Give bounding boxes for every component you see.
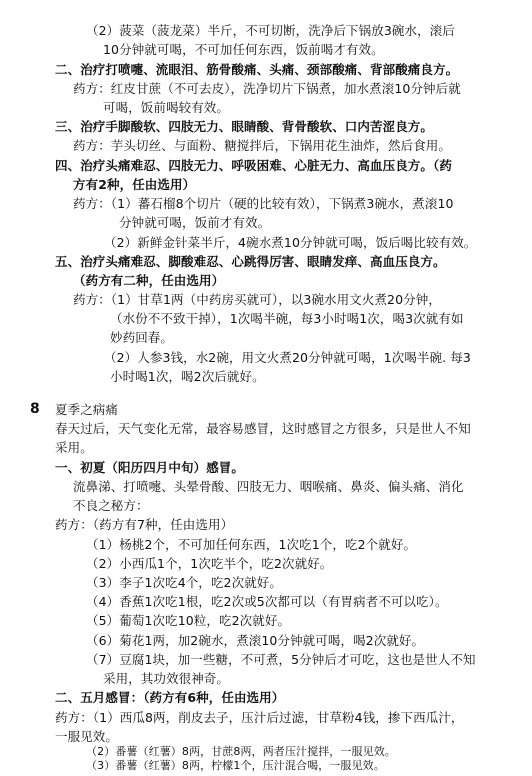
text-line: （2）菠菜（菠龙菜）半斤，不可切断，洗净后下锅放3碗水，滚后 [86, 23, 455, 38]
text-line: 药方：红皮甘蔗（不可去皮），洗净切片下锅煮，加水煮滚10分钟后就 [73, 81, 461, 96]
heading-remedy-2: 二、治疗打喷嚏、流眼泪、筋骨酸痛、头痛、颈部酸痛、背部酸痛良方。 [55, 62, 459, 77]
text-line: 可喝，饭前喝较有效。 [103, 100, 230, 115]
list-item: （3）李子1次吃4个，吃2次就好。 [86, 575, 283, 590]
text-line: 妙药回春。 [110, 330, 174, 345]
text-line: 春天过后，天气变化无常，最容易感冒，这时感冒之方很多，只是世人不知 [55, 421, 471, 436]
text-line: 药方：（1）甘草1两（中药房买就可），以3碗水用文火煮20分钟， [73, 292, 441, 307]
list-item-cont: 采用，其功效很神奇。 [103, 671, 230, 686]
section-title: 夏季之病痛 [55, 402, 119, 417]
text-line: 分钟就可喝，饭前才有效。 [119, 215, 271, 230]
list-item: （2）番薯（红薯）8两，甘蔗8两，两者压汁搅拌，一服见效。 [86, 745, 396, 758]
heading-remedy-4: 四、治疗头痛难忍、四肢无力、呼吸困难、心脏无力、高血压良方。（药 [55, 158, 452, 173]
heading-remedy-3: 三、治疗手脚酸软、四肢无力、眼睛酸、背骨酸软、口内苦涩良方。 [55, 119, 434, 134]
list-item: （1）杨桃2个，不可加任何东西，1次吃1个，吃2个就好。 [86, 537, 417, 552]
section-number: 8 [30, 401, 40, 417]
list-item: （7）豆腐1块，加一些糖，不可煮，5分钟后才可吃，这也是世人不知 [86, 652, 476, 667]
heading-remedy-4-cont: 方有2种，任由选用） [73, 177, 196, 192]
text-line: 不良之秘方： [73, 498, 149, 513]
list-item: （3）番薯（红薯）8两，柠檬1个，压汁混合喝，一服见效。 [86, 759, 385, 772]
list-item: （4）香蕉1次吃1根，吃2次或5次都可以（有胃病者不可以吃）。 [86, 594, 448, 609]
list-item: （2）小西瓜1个，1次吃半个，吃2次就好。 [86, 556, 333, 571]
text-line: 药方：芋头切丝、与面粉、糖搅拌后，下锅用花生油炸，然后食用。 [73, 138, 452, 153]
heading-cold-early-summer: 一、初夏（阳历四月中旬）感冒。 [55, 460, 245, 475]
text-line: 一服见效。 [55, 729, 119, 744]
list-item: （5）葡萄1次吃10粒，吃2次就好。 [86, 613, 291, 628]
text-line: 药方：（药方有7种，任由选用） [55, 517, 234, 532]
text-line: 药方：（1）蕃石榴8个切片（硬的比较有效），下锅煮3碗水，煮滚10 [73, 196, 454, 211]
text-line: 10分钟就可喝，不可加任何东西，饭前喝才有效。 [103, 42, 384, 57]
text-line: 流鼻涕、打喷嚏、头晕骨酸、四肢无力、咽喉痛、鼻炎、偏头痛、消化 [73, 479, 464, 494]
text-line: （水份不不致干掉），1次喝半碗，每3小时喝1次，喝3次就有如 [110, 311, 464, 326]
heading-remedy-5-cont: （药方有二种，任由选用） [73, 273, 225, 288]
heading-remedy-5: 五、治疗头痛难忍、脚酸难忍、心跳得厉害、眼睛发痒、高血压良方。 [55, 254, 446, 269]
text-line: 小时喝1次，喝2次后就好。 [110, 369, 265, 384]
heading-cold-may: 二、五月感冒：（药方有6种，任由选用） [55, 690, 285, 705]
text-line: （2）人参3钱，水2碗，用文火煮20分钟就可喝，1次喝半碗. 每3 [104, 350, 471, 365]
text-line: 采用。 [55, 440, 93, 455]
text-line: 药方：（1）西瓜8两，削皮去子，压汁后过滤，甘草粉4钱，掺下西瓜汁， [55, 710, 464, 725]
text-line: （2）新鲜金针菜半斤，4碗水煮10分钟就可喝，饭后喝比较有效。 [104, 235, 477, 250]
list-item: （6）菊花1两，加2碗水，煮滚10分钟就可喝，喝2次就好。 [86, 633, 425, 648]
